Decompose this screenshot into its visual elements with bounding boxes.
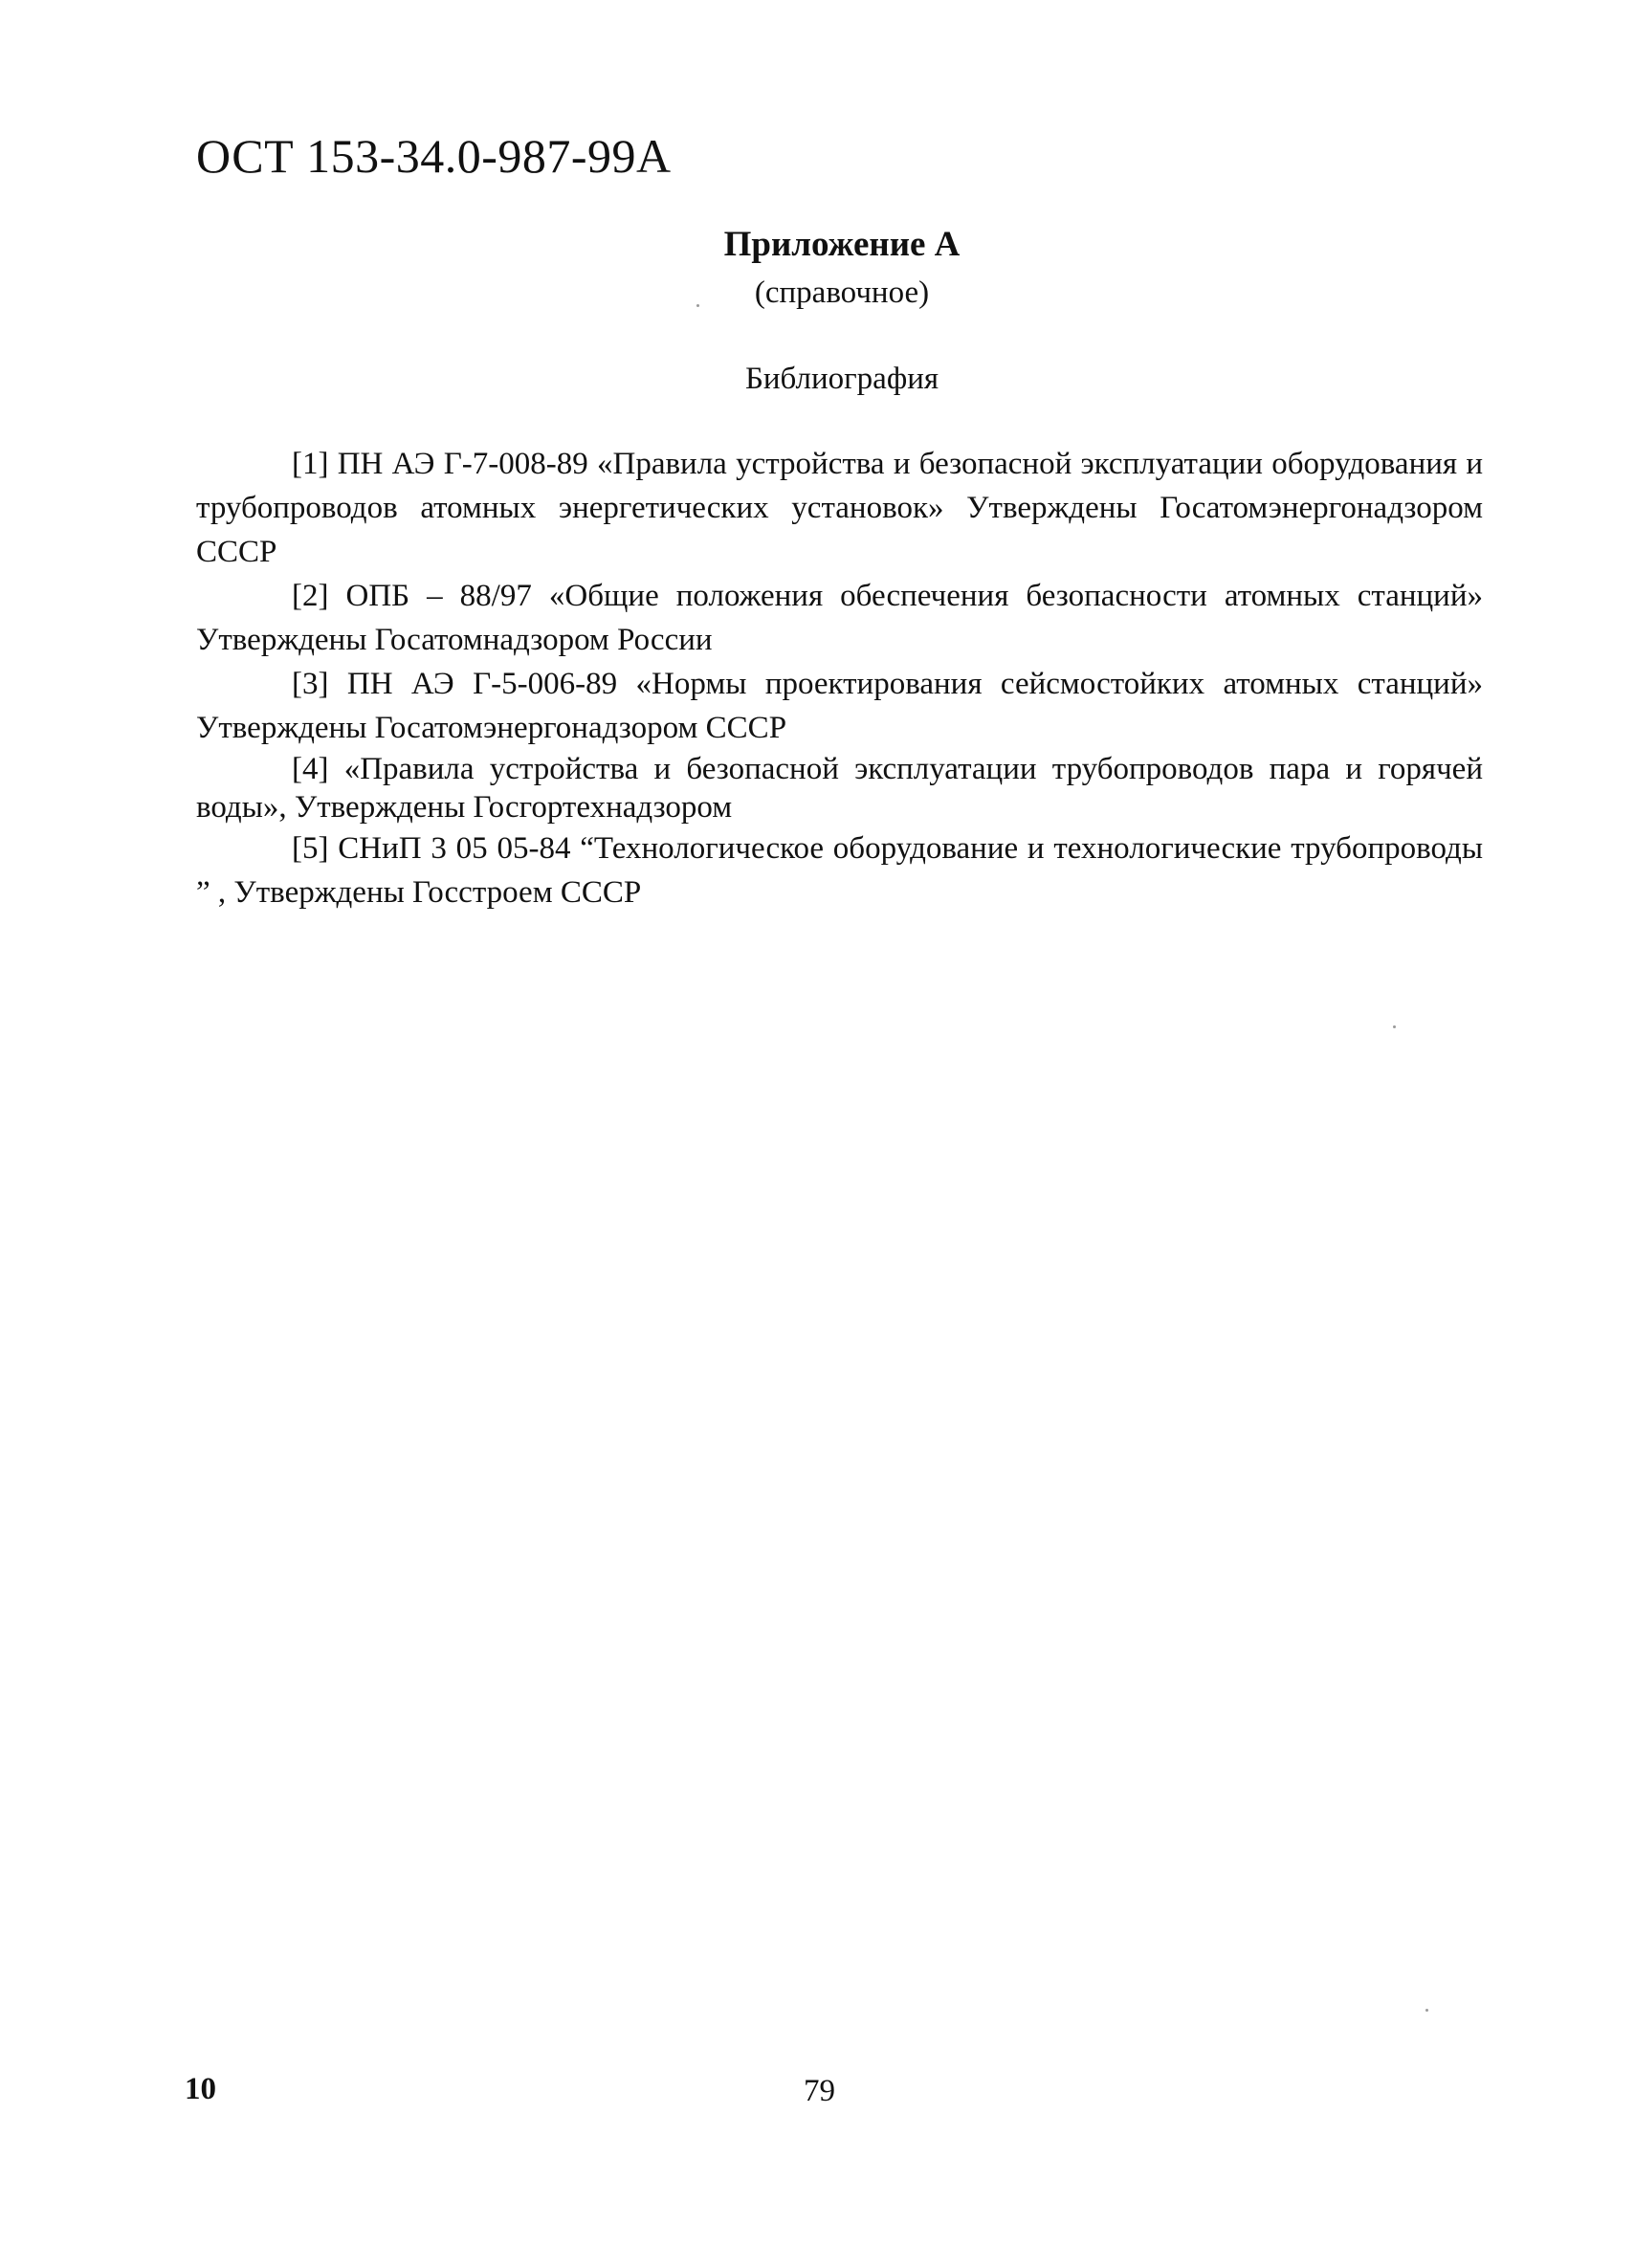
page-number-center: 79 <box>804 2074 835 2108</box>
bibliography-entry: [2] ОПБ – 88/97 «Общие положения обеспечения безопасности атомных станций» Утверждены Госатомнадзором России <box>196 579 1483 657</box>
document-code: ОСТ 153-34.0-987-99А <box>196 129 672 183</box>
bibliography-list <box>196 442 1483 914</box>
appendix-title: Приложение А <box>723 225 961 264</box>
page-number-left: 10 <box>185 2072 216 2106</box>
scan-speck <box>696 304 699 307</box>
scan-speck <box>1393 1025 1396 1028</box>
scan-speck <box>1425 2009 1428 2012</box>
bibliography-entry: [1] ПН АЭ Г-7-008-89 «Правила устройства и безопасной эксплуатации оборудования и трубопроводов атомных энергетических установок» Утверждены Госатомэнергонадзором СССР <box>196 447 1483 569</box>
bibliography-entry: [3] ПН АЭ Г-5-006-89 «Нормы проектирования сейсмостойких атомных станций» Утверждены Госатомэнергонадзором СССР <box>196 667 1483 745</box>
appendix-note: (справочное) <box>754 275 930 310</box>
bibliography-heading: Библиография <box>744 362 939 396</box>
bibliography-entry: [5] СНиП 3 05 05-84 “Технологическое оборудование и технологические трубопроводы ” , Утверждены Госстроем СССР <box>196 831 1483 910</box>
bibliography-entry: [4] «Правила устройства и безопасной эксплуатации трубопроводов пара и горячей воды», Утверждены Госгортехнадзором <box>196 752 1483 825</box>
